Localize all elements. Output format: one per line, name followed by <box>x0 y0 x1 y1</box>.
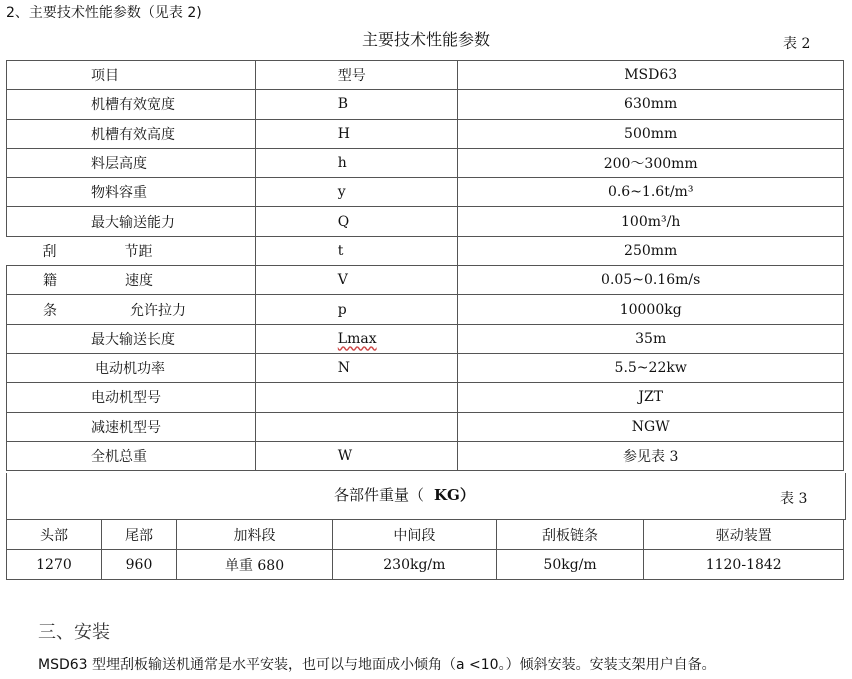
table3-caption-unit: KG） <box>434 486 475 504</box>
weights-value-cell: 50kg/m <box>496 550 644 580</box>
weights-header-cell: 尾部 <box>101 520 176 550</box>
table-row <box>7 412 844 441</box>
weights-header-cell: 头部 <box>7 520 102 550</box>
table-row <box>7 353 844 382</box>
table-row <box>7 90 844 119</box>
row-item: 电动机型号 <box>91 390 161 407</box>
header-symbol: 型号 <box>337 68 366 85</box>
row-item: 全机总重 <box>91 449 147 465</box>
row-item: 最大输送能力 <box>91 214 175 231</box>
weights-header-cell: 刮板链条 <box>496 520 644 550</box>
table3-caption-text: 各部件重量（ <box>334 486 425 504</box>
install-text: MSD63 型埋刮板输送机通常是水平安装，也可以与地面成小倾角（a <10。）倾斜安装。安装支架用户自备。 <box>38 657 716 673</box>
row-symbol: Lmax <box>337 330 377 347</box>
weights-value-cell: 960 <box>101 550 176 580</box>
row-item: 最大输送长度 <box>91 331 175 348</box>
table2-caption: 主要技术性能参数 <box>361 30 490 49</box>
row-symbol: B <box>337 96 349 113</box>
row-side-label: 条 <box>43 302 57 319</box>
weights-value-cell: 1120-1842 <box>644 550 844 580</box>
row-value: 5.5~22kw <box>458 353 844 382</box>
row-item: 节距 <box>124 243 153 260</box>
row-symbol: Q <box>337 213 350 230</box>
row-value: 630mm <box>458 90 844 119</box>
row-item: 机槽有效高度 <box>91 126 175 143</box>
row-symbol: W <box>337 448 353 464</box>
weights-table <box>6 519 844 580</box>
row-value: NGW <box>458 412 844 441</box>
table-row <box>7 119 844 148</box>
header-value: MSD63 <box>458 61 844 90</box>
table-row <box>7 383 844 412</box>
row-value: 250mm <box>458 236 844 265</box>
row-value: 10000kg <box>458 295 844 324</box>
table-row <box>7 178 844 207</box>
specs-table <box>6 60 844 471</box>
weights-value-cell: 单重 680 <box>177 550 333 580</box>
section-heading: 2、主要技术性能参数（见表 2) <box>6 5 202 21</box>
row-value: 参见表 3 <box>458 441 844 470</box>
header-item: 项目 <box>91 68 119 85</box>
row-side-label: 籍 <box>43 273 57 290</box>
row-symbol: N <box>337 360 351 377</box>
table-row <box>7 207 844 236</box>
row-symbol: y <box>337 184 346 201</box>
row-item: 减速机型号 <box>91 419 161 436</box>
weights-header-row <box>7 520 844 550</box>
table-row <box>7 441 844 470</box>
weights-value-row <box>7 550 844 580</box>
row-side-label: 刮 <box>42 243 57 260</box>
weights-value-cell: 230kg/m <box>333 550 497 580</box>
row-value: JZT <box>458 383 844 412</box>
table3-label: 表 3 <box>780 491 808 507</box>
table2-label: 表 2 <box>783 36 811 52</box>
row-item: 电动机功率 <box>95 361 165 378</box>
row-symbol: V <box>337 272 348 289</box>
row-symbol: H <box>337 125 350 142</box>
table-row <box>7 324 844 353</box>
table-row <box>7 148 844 177</box>
weights-header-cell: 驱动装置 <box>644 520 844 550</box>
row-item: 物料容重 <box>91 185 147 202</box>
row-value: 100m³/h <box>458 207 844 236</box>
row-symbol: t <box>337 242 344 259</box>
weights-value-cell: 1270 <box>7 550 102 580</box>
table-row <box>7 266 844 295</box>
table-header-row <box>7 61 844 90</box>
row-value: 200～300mm <box>458 148 844 177</box>
row-symbol: h <box>337 155 347 172</box>
install-heading: 三、安装 <box>38 622 110 643</box>
row-value: 35m <box>458 324 844 353</box>
row-item: 速度 <box>125 273 153 290</box>
row-item: 料层高度 <box>91 156 147 173</box>
row-symbol: p <box>337 301 347 318</box>
row-value: 500mm <box>458 119 844 148</box>
table-row <box>7 236 844 265</box>
table-row <box>7 295 844 324</box>
row-item: 允许拉力 <box>130 302 186 319</box>
weights-header-cell: 中间段 <box>333 520 497 550</box>
row-item: 机槽有效宽度 <box>91 97 175 114</box>
table3-caption <box>334 484 475 505</box>
row-value: 0.05~0.16m/s <box>458 266 844 295</box>
row-value: 0.6~1.6t/m³ <box>458 178 844 207</box>
weights-header-cell: 加料段 <box>177 520 333 550</box>
